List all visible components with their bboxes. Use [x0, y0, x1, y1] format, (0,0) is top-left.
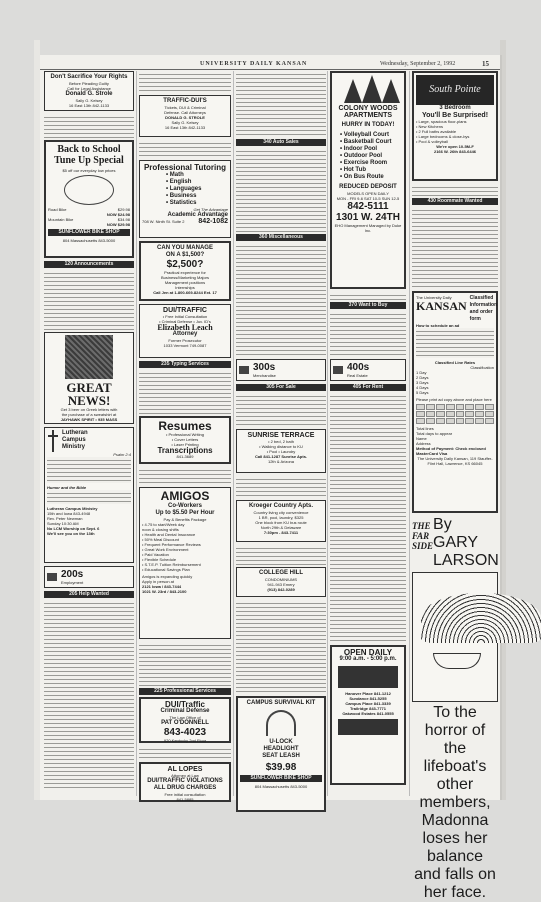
- page-right-edge: [500, 40, 506, 800]
- column-3: [236, 71, 326, 796]
- u-lock-icon: [266, 710, 296, 736]
- kit-item: HEADLIGHT: [263, 746, 299, 752]
- amenity: • Volleyball Court: [340, 132, 389, 138]
- amenity: • Outdoor Pool: [340, 153, 383, 159]
- ad-name: Donald G. Strole: [65, 91, 113, 97]
- far-side-cartoon: [412, 572, 498, 702]
- column-divider: [327, 71, 328, 796]
- kansan-order-form: [412, 291, 498, 513]
- ad-line: JAYHAWK SPIRIT • 935 MASS: [60, 417, 118, 422]
- wave-drawing: [421, 593, 541, 643]
- benefit: • Frequent Performance Reviews: [142, 542, 201, 547]
- ad-closing: Amigos is expanding quickly: [142, 574, 193, 579]
- ad-line: Internships: [175, 285, 195, 290]
- tree-icons: [334, 75, 402, 105]
- tag-icon: [239, 366, 249, 374]
- ad-kroeger-country: [236, 500, 326, 542]
- section-heading-for-rent: 405 For Rent: [330, 384, 406, 391]
- kit-item: U-LOCK: [269, 739, 293, 745]
- form-instruction: Please print ad copy above and place here: [416, 397, 492, 402]
- attorney-name: DONALD G. STROLE: [165, 115, 205, 120]
- benefit: • Great Work Environment: [142, 547, 189, 552]
- section-label: Real Estate: [347, 372, 368, 378]
- masthead: [40, 55, 500, 69]
- classified-text-block: [412, 184, 498, 196]
- attorney-name: Elizabeth Leach: [157, 323, 213, 332]
- amenity: • Indoor Pool: [340, 146, 378, 152]
- ad-line: Attorney at Law: [171, 773, 199, 778]
- ad-title: Kroeger Country Apts.: [248, 503, 314, 509]
- ad-line: The Law Office of: [169, 715, 201, 720]
- classified-text-block: [236, 600, 326, 694]
- lifeboat-drawing: [433, 653, 481, 669]
- management: EHO Management Managed by Duke Inc.: [334, 223, 402, 233]
- classified-text-block: [44, 600, 134, 790]
- ad-resumes: [139, 416, 231, 464]
- amenity: • Basketball Court: [340, 139, 392, 145]
- ad-line: Get 3 beer on Greek letters with: [60, 407, 118, 412]
- far-side-header: [412, 516, 498, 570]
- ad-title: Professional Tutoring: [143, 163, 227, 172]
- subject: • Statistics: [166, 200, 197, 206]
- ad-line: Free initial consultation: [164, 792, 206, 797]
- ad-title: CAN YOU MANAGE: [157, 245, 213, 251]
- classified-text-block: [139, 370, 231, 414]
- ad-line: Practical experience for: [164, 270, 206, 275]
- ad-title: OPEN DAILY: [343, 648, 393, 657]
- tagline: You'll Be Surprised!: [421, 112, 489, 119]
- shop-address: 804 Massachusetts 843-5000: [254, 784, 308, 789]
- beds: 3 Bedroom: [439, 105, 471, 111]
- classified-text-block: [330, 393, 406, 643]
- rate-day: 2 Days: [416, 375, 429, 380]
- pastor: Rev. Peter Newman: [47, 516, 83, 521]
- ministry-address: 15th and Iowa 843-4948: [47, 511, 91, 516]
- subject: • Business: [166, 193, 197, 199]
- ad-professional-tutoring: [139, 160, 231, 238]
- sermon-topic: Humor and the Bible: [47, 485, 87, 490]
- ad-title: COLONY WOODS: [338, 105, 398, 112]
- benefit: • Flexible Schedule: [142, 557, 177, 562]
- feature: • Pool & volleyball: [416, 139, 448, 144]
- ad-phone: (913) 842-0289: [267, 587, 295, 592]
- classified-text-block: [44, 114, 134, 140]
- amenity: • Exercise Room: [340, 160, 388, 166]
- ad-great-news: [44, 332, 134, 424]
- benefit: noon & closing shifts: [142, 527, 179, 532]
- price-road-now: NOW $24.98: [106, 212, 130, 217]
- column-2: [139, 71, 231, 802]
- ad-title: Campus: [62, 437, 86, 443]
- ad-can-you-manage: [139, 241, 231, 301]
- benefit: • Health and Dental Insurance: [142, 532, 196, 537]
- price-road: $29.98: [117, 207, 130, 212]
- ad-line: DUI/TRAFFIC VIOLATIONS: [147, 778, 223, 784]
- ad-call: Call Jen at 1-800-669-8244 Ext. 17: [153, 290, 217, 295]
- feature: • New Kitchens: [416, 124, 443, 129]
- form-field-label: Name: [416, 436, 427, 441]
- kit-price: $39.98: [265, 762, 297, 773]
- ad-line: Call for Legal Assistance: [67, 86, 111, 91]
- ad-line: Management positions: [164, 280, 206, 285]
- south-pointe-logo: South Pointe: [416, 75, 494, 105]
- ad-copy-grid[interactable]: [416, 404, 494, 424]
- classified-text-block: [236, 545, 326, 565]
- column-5: [412, 71, 499, 901]
- benefit: • 50% Meal Discount: [142, 537, 179, 542]
- classified-text-block: [236, 243, 326, 357]
- header-rule: [40, 69, 500, 70]
- classified-text-block: [236, 71, 326, 137]
- price-mountain-now: NOW $29.98: [106, 222, 130, 227]
- tagline: Get The Advantage: [193, 207, 228, 212]
- shop-address: 804 Massachusetts 843-5000: [62, 238, 116, 243]
- ad-sub: Up to $5.50 Per Hour: [155, 510, 215, 516]
- no-worship-note: No LCM Worship on Sept. 6: [47, 526, 100, 531]
- ad-title: SUNRISE TERRACE: [247, 432, 315, 439]
- property: Trailridge 843-7771: [349, 706, 387, 711]
- ad-title: APARTMENTS: [343, 112, 393, 119]
- classified-text-block: [236, 476, 326, 498]
- ad-line: One block from KU bus route: [255, 520, 307, 525]
- subject: • Languages: [166, 186, 202, 192]
- column-divider: [233, 71, 234, 796]
- item-mountain-bike: Mountain Bike: [48, 217, 74, 222]
- ad-address: 920 Kentucky 2nd Floor: [163, 738, 207, 743]
- ad-note: $5 off our everyday low prices: [62, 168, 116, 173]
- ad-phone: 841-5885: [176, 797, 194, 802]
- rate-day: 1 Day: [416, 370, 427, 375]
- ad-closing: Apply in person at: [142, 579, 175, 584]
- ad-phone: 841-3689: [176, 454, 194, 459]
- ad-title: COLLEGE HILL: [259, 570, 303, 576]
- amenity: • Hot Tub: [340, 167, 366, 173]
- classified-text-block: [236, 148, 326, 232]
- ad-line: 941-943 Emery: [267, 582, 295, 587]
- column-divider: [409, 71, 410, 796]
- ad-sub: Pay & Benefits Package: [163, 517, 207, 522]
- ad-lutheran-campus-ministry: [44, 427, 134, 563]
- feature: • 2 Full baths available: [416, 129, 457, 134]
- property: Campus Place 841-3339: [345, 701, 391, 706]
- ad-title: ON A $1,500?: [165, 252, 205, 258]
- ad-line: • Free Initial Consultation: [162, 314, 208, 319]
- benefit: • Educational Savings Plan: [142, 567, 190, 572]
- item-road-bike: Road Bike: [48, 207, 67, 212]
- ad-south-pointe: [412, 71, 498, 181]
- ad-line: Before Pleading Guilty: [69, 81, 109, 86]
- price-mountain: $34.98: [117, 217, 130, 222]
- ad-line: Tickets, DUI & Criminal: [164, 105, 206, 110]
- ad-line: CONDOMINIUMS: [264, 577, 298, 582]
- ad-line: • 2 bed, 2 bath: [268, 439, 294, 444]
- comic-caption: Madonna loses her balance and falls on her face.: [414, 812, 496, 901]
- ad-title: Resumes: [158, 419, 212, 433]
- section-heading-auto: 340 Auto Sales: [236, 139, 326, 146]
- worship-time: Sunday 10:30 AM: [47, 521, 79, 526]
- classified-text-block: [139, 140, 231, 158]
- mailing-address: The University Daily Kansan, 119 Stauffer-Flint Hall, Lawrence, KS 66045: [417, 456, 493, 466]
- phone: 2166 W. 26th 843-6446: [433, 149, 477, 154]
- ad-line: • Walking distance to KU: [259, 444, 303, 449]
- ad-line: the purchase of a sweatshirt at: [61, 412, 117, 417]
- amenity: • On Bus Route: [340, 174, 384, 180]
- ad-title: DUI/TRAFFIC: [163, 307, 207, 314]
- hours: 9:00 a.m. - 5:00 p.m.: [339, 656, 397, 662]
- phone: 842-1082: [198, 218, 228, 225]
- ad-phone: 16 East 13th 842-1133: [164, 125, 206, 130]
- ad-line: North 29th & Delaware: [260, 525, 302, 530]
- form-heading: How to schedule an ad: [416, 323, 460, 328]
- property: Hanover Place 841-1212: [345, 691, 391, 696]
- ad-bike-tuneup: [44, 140, 134, 258]
- benefit: • 4.75 to start/Week day: [142, 522, 185, 527]
- section-heading-help-wanted: 205 Help Wanted: [44, 591, 134, 598]
- ad-line: 1 BR, pool, laundry, $325: [258, 515, 304, 520]
- models-note: MODELS OPEN DAILY: [347, 191, 389, 196]
- house-icon: [333, 366, 343, 374]
- form-masthead: The University Daily: [416, 295, 452, 300]
- welcome-note: We'll see you on the 13th: [47, 531, 95, 536]
- ad-title: DUI/Traffic: [164, 700, 205, 709]
- ad-title: Back to School: [57, 144, 121, 155]
- property: Sundance 841-5255: [349, 696, 387, 701]
- ad-location: 1021 W. 23rd / 843-2100: [142, 589, 187, 594]
- hours: We're open 10-5M-F: [436, 144, 474, 149]
- address: 1301 W. 24TH: [336, 212, 400, 223]
- ad-colony-woods: [330, 71, 406, 289]
- benefit: • S.T.E.P. Tuition Reimbursement: [142, 562, 201, 567]
- form-field-label: Address: [416, 441, 431, 446]
- form-field-label: Total days to appear: [416, 431, 453, 436]
- shop-name: SUNFLOWER BIKE SHOP: [48, 229, 130, 236]
- ad-title: AL LOPES: [167, 766, 203, 773]
- form-tagline: Classified Information and order form: [469, 295, 498, 322]
- ad-title: Don't Sacrifice Your Rights: [50, 74, 128, 80]
- ad-line: • Pool • Laundry: [266, 449, 296, 454]
- ad-line: • Criminal Defense • Juv. ID's: [159, 319, 211, 324]
- section-heading-professional: 225 Professional Services: [139, 688, 231, 695]
- ad-amigos: [139, 487, 231, 639]
- section-banner-real-estate: [330, 359, 406, 381]
- section-heading-roommate: 430 Roommate Wanted: [412, 198, 498, 205]
- ad-call: Call 841-1287 Sunrise Apts.: [254, 454, 308, 459]
- ad-college-hill: [236, 567, 326, 597]
- classified-text-block: [44, 270, 134, 330]
- ad-line: • Cover Letters: [171, 437, 199, 442]
- feature: • Large, spacious floor-plans: [416, 119, 467, 124]
- ad-campus-survival-kit: [236, 696, 326, 812]
- mastercraft-logo: [338, 666, 398, 688]
- column-divider: [136, 71, 137, 796]
- section-number: 200s: [61, 568, 84, 580]
- classified-text-block: [330, 292, 406, 300]
- ad-dui-odonnell: [139, 697, 231, 743]
- section-heading-announcements: 120 Announcements: [44, 261, 134, 268]
- ad-open-daily: [330, 645, 406, 785]
- attorney-name: PAT O'DONNELL: [161, 720, 209, 726]
- attorney-role: Attorney: [172, 331, 198, 337]
- issue-date: Wednesday, September 2, 1992: [380, 61, 456, 67]
- paper-title: UNIVERSITY DAILY KANSAN: [200, 61, 308, 67]
- verse: Psalm 2:4: [113, 452, 131, 457]
- ad-location: 2121 Iowa / 843-7444: [142, 584, 182, 589]
- section-heading-typing: 235 Typing Services: [139, 361, 231, 368]
- ministry-name: Lutheran Campus Ministry: [47, 506, 98, 511]
- ad-title: Lutheran: [62, 430, 88, 436]
- kit-item: SEAT LEASH: [262, 753, 300, 759]
- comic-title: THE FAR SIDE: [412, 521, 434, 551]
- headline: GREAT: [66, 380, 112, 395]
- classified-text-block: [139, 642, 231, 686]
- ad-line: Criminal Defense: [160, 708, 210, 714]
- ad-line: • Laser Printing: [171, 442, 199, 447]
- ad-al-lopes: [139, 762, 231, 802]
- form-field-label: Total lines: [416, 426, 434, 431]
- ad-hurry: HURRY IN TODAY!: [341, 122, 395, 128]
- ad-phone: 7:30pm - 843-7411: [263, 530, 299, 535]
- ad-title: Ministry: [62, 444, 86, 450]
- subject: • Math: [166, 172, 184, 178]
- feature: • Large bedrooms & close-bys: [416, 134, 470, 139]
- headline: NEWS!: [67, 393, 111, 408]
- ad-address: 1033 Vermont 749-0087: [163, 343, 207, 348]
- ad-phone: 16 East 13th 842-1133: [68, 103, 110, 108]
- section-banner-merchandise: [236, 359, 326, 381]
- subject: • English: [166, 179, 192, 185]
- comic-caption: To the horror of the lifeboat's other members,: [419, 704, 491, 811]
- column-1: [44, 71, 134, 796]
- form-masthead: KANSAN: [416, 299, 467, 313]
- amount: $2,500?: [166, 259, 204, 270]
- property: Oakwood Estates 841-0555: [342, 711, 394, 716]
- rates-table: [416, 370, 494, 395]
- section-number: 400s: [347, 361, 370, 373]
- ad-sub: Sally G. Kelsey: [75, 98, 103, 103]
- attorney-name: Sally G. Kelsey: [171, 120, 199, 125]
- address: 708 W. Ninth St. Suite 2: [142, 219, 185, 224]
- benefit: • Paid Vacation: [142, 552, 169, 557]
- ad-dui-traffic-leach: [139, 304, 231, 358]
- ad-title: CAMPUS SURVIVAL KIT: [246, 700, 316, 706]
- ad-address: 12th & Arizona: [267, 459, 295, 464]
- section-label: Employment: [61, 579, 84, 585]
- mastercraft-logo: [338, 719, 398, 735]
- face-photo: [65, 335, 113, 379]
- column-4: [330, 71, 406, 796]
- cross-icon: [47, 430, 59, 452]
- classified-text-block: [330, 311, 406, 357]
- ad-sunrise-terrace: [236, 429, 326, 473]
- classified-text-block: [236, 393, 326, 427]
- ad-phone: 843-4023: [163, 727, 207, 738]
- ad-line: Transcriptions: [157, 446, 213, 455]
- hours: MON - FRI 9-6 SAT 10-5 SUN 12-5: [336, 196, 400, 201]
- form-heading: Classified Line Rates: [434, 360, 476, 365]
- section-number: 300s: [253, 361, 276, 373]
- bicycle-icon: [64, 175, 114, 205]
- ad-traffic-dui: [139, 95, 231, 137]
- ad-title: AMIGOS: [160, 489, 210, 503]
- briefcase-icon: [47, 573, 57, 581]
- ad-sub: Co-Workers: [168, 503, 202, 509]
- section-heading-for-sale: 305 For Sale: [236, 384, 326, 391]
- ad-title: Tune Up Special: [54, 155, 124, 166]
- ad-line: Defense. Call Attorneys: [164, 110, 206, 115]
- classified-text-block: [412, 207, 498, 289]
- classified-text-block: [139, 71, 231, 93]
- ad-line: • Professional Writing: [165, 432, 204, 437]
- page-number: 15: [482, 60, 489, 68]
- payment-method: Method of Payment: Check enclosed MasterCard Visa: [416, 446, 486, 456]
- ad-line: Former Prosecutor: [168, 338, 202, 343]
- business-name: Academic Advantage: [167, 212, 228, 218]
- ad-line: Business/Marketing Majors: [160, 275, 210, 280]
- section-heading-want-to-buy: 370 Want to Buy: [330, 302, 406, 309]
- comic-author: By GARY LARSON: [433, 516, 499, 569]
- rate-day: 5 Days: [416, 390, 429, 395]
- newspaper-page: [40, 55, 500, 901]
- section-heading-misc: 360 Miscellaneous: [236, 234, 326, 241]
- classified-text-block: [139, 746, 231, 760]
- ad-line: ALL DRUG CHARGES: [153, 785, 217, 791]
- rate-day: 4 Days: [416, 385, 429, 390]
- section-label: Merchandise: [253, 372, 276, 378]
- section-banner-employment: [44, 566, 134, 588]
- ad-title: TRAFFIC-DUI'S: [163, 98, 207, 104]
- form-heading: Classification: [470, 365, 494, 370]
- ad-dont-sacrifice: [44, 71, 134, 111]
- phone: 842-5111: [347, 201, 389, 212]
- deposit-note: REDUCED DEPOSIT: [339, 184, 397, 190]
- rate-day: 3 Days: [416, 380, 429, 385]
- shop-name: SUNFLOWER BIKE SHOP: [240, 775, 322, 782]
- ad-line: Country living city convenience: [253, 510, 309, 515]
- classified-text-block: [139, 467, 231, 485]
